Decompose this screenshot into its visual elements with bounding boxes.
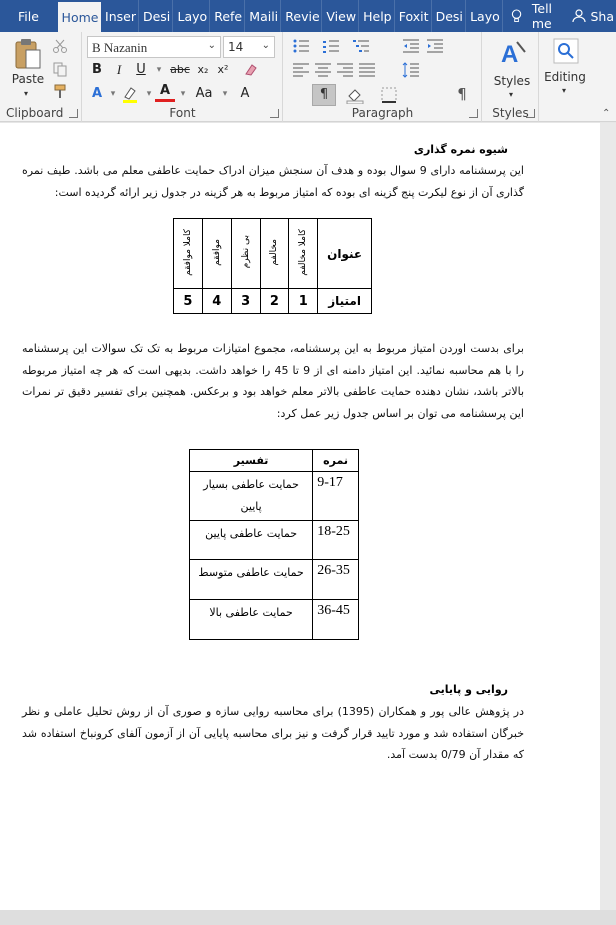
score-range-cell: 9-17 [313,472,359,521]
tab-label: View [326,8,357,24]
tab-label: Refe [214,8,243,24]
score-cell: 4 [202,289,231,314]
cut-icon[interactable] [52,38,68,54]
option-label: بی نظرم [240,235,251,269]
score-cell: 3 [231,289,260,314]
text-effects-dropdown[interactable] [103,84,123,104]
svg-text:A: A [501,41,519,68]
tab-label: Desi [142,8,171,24]
pilcrow-icon: ¶ [457,85,467,103]
superscript-icon: x² [217,63,229,76]
table-header-row [190,450,359,472]
status-bar [0,910,616,925]
option-label: مخالفم [269,238,280,266]
bold-button[interactable] [87,60,107,80]
table-row [174,219,372,289]
increase-indent-icon[interactable] [426,38,444,54]
styles-group [483,32,539,122]
score-column-header: نمره [313,450,359,472]
interpretation-cell: حمایت عاطفی پایین [190,521,313,560]
show-formatting-button[interactable] [452,84,472,104]
font-group [83,32,283,122]
tell-me-label: Tell me [531,1,553,31]
chevron-down-icon: ▾ [562,86,567,95]
borders-icon[interactable] [380,86,398,104]
clear-formatting-icon[interactable] [243,62,259,78]
section1-heading: شیوه نمره گذاری [413,143,508,156]
tab-insert[interactable] [101,0,139,32]
ribbon [0,32,616,122]
tab-layout[interactable] [173,0,210,32]
change-case-dropdown[interactable] [215,84,235,104]
tab-foxit[interactable] [395,0,432,32]
tab-label: Maili [249,8,279,24]
strikethrough-icon: abc [170,63,190,76]
tab-label: Layo [177,8,208,24]
interpretation-cell: حمایت عاطفی متوسط [190,560,313,600]
clipboard-launcher-icon[interactable] [69,109,78,118]
chevron-down-icon: ⌄ [261,40,270,51]
tab-table-design[interactable] [432,0,467,32]
underline-icon: U [136,62,146,77]
styles-icon [499,38,527,68]
chevron-down-icon: ▾ [110,89,116,99]
likert-table [173,218,372,314]
chevron-down-icon: ▾ [509,90,514,99]
styles-group-label: Styles [492,106,529,120]
section2-paragraph: برای بدست اوردن امتیاز مربوط به این پرسشنامه، مجموع امتیازات مربوط به تک تک سوالات این پرسشنامه را با هم محاسبه نمائید. این امتیاز دامنه ای از 9 تا 45 را خواهد داشت. بدیهی است که هر چه امتیاز مربوطه بالاتر باشد، نشان دهنده حمایت عاطفی بالاتر معلم خواهد بود و برعکس. همچنین برای تفسیر دقیق تر نمرات این پرسشنامه می توان بر اساس جدول زیر عمل کرد: [22,342,524,420]
paragraph-group-label: Paragraph [351,106,414,120]
editing-button[interactable] [540,36,590,100]
section3-paragraph: در پژوهش عالی پور و همکاران (1395) برای محاسبه روایی سازه و صوری آن از روش تحلیل عاملی و نظر خبرگان استفاده شد و مورد تایید قرار گرفت و نیز برای محاسبه پایایی آن از آزمون آلفای کرونباخ استفاده شد که مقدار آن 0/79 بدست آمد. [22,705,524,761]
justify-icon[interactable] [358,62,376,78]
shading-icon[interactable] [346,86,364,104]
document-page[interactable] [0,123,600,910]
italic-icon: I [116,62,122,77]
tab-label: Layo [470,8,500,24]
interpretation-cell: حمایت عاطفی بالا [190,600,313,640]
chevron-down-icon: ▾ [146,89,152,99]
paste-button[interactable] [6,34,50,100]
grow-font-button[interactable] [235,84,255,104]
font-name-value: B Nazanin [92,40,148,55]
magnifier-icon [553,38,579,64]
change-case-button[interactable] [191,84,217,104]
font-color-dropdown[interactable] [173,84,193,104]
tab-file[interactable] [0,0,58,32]
person-icon [572,9,586,23]
score-cell: 1 [289,289,318,314]
interpretation-column-header: تفسیر [190,450,313,472]
paragraph-launcher-icon[interactable] [469,109,478,118]
interpretation-cell: حمایت عاطفی بسیار پایین [190,472,313,521]
format-painter-icon[interactable] [52,83,68,99]
clipboard-icon [14,38,42,70]
subscript-button[interactable] [193,60,213,80]
chevron-down-icon: ▾ [156,65,162,75]
underline-dropdown[interactable] [149,60,169,80]
italic-button[interactable] [109,60,129,80]
numbering-icon[interactable] [322,38,340,54]
chevron-down-icon: ▾ [222,89,228,99]
tab-home[interactable] [58,2,102,32]
line-spacing-icon[interactable] [402,62,420,78]
tab-references[interactable] [210,0,245,32]
tab-label: Inser [105,8,136,24]
score-cell: 5 [174,289,203,314]
tab-label: Home [61,9,99,25]
font-size-value: 14 [228,40,244,54]
tab-label: Foxit [398,8,429,24]
tab-table-layout[interactable] [466,0,503,32]
align-left-icon[interactable] [292,62,310,78]
row-header-score: امتیاز [318,289,372,314]
section3-heading: روایی و پایایی [429,683,508,696]
option-label: موافقم [211,238,222,266]
table-cell [231,219,260,289]
multilevel-list-icon[interactable] [352,38,370,54]
bullets-icon[interactable] [292,38,310,54]
tab-design[interactable] [139,0,174,32]
tab-help[interactable] [359,0,395,32]
subscript-icon: x₂ [197,63,209,76]
tab-label: Revie [285,8,320,24]
bold-icon: B [92,62,102,77]
styles-button[interactable] [487,36,537,100]
align-center-icon[interactable] [314,62,332,78]
pilcrow-rtl-icon: ¶ [319,87,329,102]
vertical-scrollbar[interactable] [600,123,616,910]
paragraph-group [284,32,482,122]
clipboard-group-label: Clipboard [6,106,64,120]
option-label: کاملا موافقم [182,228,193,276]
font-size-combo[interactable] [223,36,275,58]
table-row [190,560,359,600]
strikethrough-button[interactable] [167,60,193,80]
grow-font-icon: A [240,86,250,101]
score-range-cell: 26-35 [313,560,359,600]
table-row [190,600,359,640]
font-launcher-icon[interactable] [270,109,279,118]
chevron-down-icon: ▾ [180,89,186,99]
table-row [190,472,359,521]
text-effects-icon: A [91,86,103,101]
table-cell [202,219,231,289]
interpretation-table [189,449,359,640]
table-row [190,521,359,560]
chevron-down-icon: ▾ [24,89,29,98]
table-cell [289,219,318,289]
ribbon-tab-bar [0,0,616,32]
tell-me-box[interactable] [503,1,573,31]
rtl-direction-button[interactable] [312,84,336,106]
tab-view[interactable] [322,0,359,32]
paste-label: Paste [11,72,45,86]
share-button[interactable] [572,9,616,24]
highlight-icon[interactable] [121,85,139,103]
score-range-cell: 36-45 [313,600,359,640]
clipboard-group [0,32,82,122]
font-group-label: Font [169,106,196,120]
chevron-down-icon: ⌄ [207,40,216,51]
tab-label: File [18,8,39,24]
editing-label: Editing [544,70,586,84]
score-cell: 2 [260,289,289,314]
tab-mailings[interactable] [245,0,281,32]
table-row [174,289,372,314]
font-color-button[interactable] [155,82,175,102]
option-label: کاملا مخالفم [298,228,309,276]
table-cell [174,219,203,289]
change-case-icon: Aa [195,86,213,101]
table-cell [260,219,289,289]
font-name-combo[interactable] [87,36,221,58]
font-color-icon: A [159,83,171,98]
styles-label: Styles [493,74,531,88]
score-range-cell: 18-25 [313,521,359,560]
section1-paragraph: این پرسشنامه دارای 9 سوال بوده و هدف آن سنجش میزان ادراک حمایت عاطفی معلم می باشد. طیف نمره گذاری آن از نوع لیکرت پنج گزینه ای بوده که امتیاز مربوط به هر گزینه در جدول زیر ارائه گردیده است: [22,164,524,199]
row-header-title: عنوان [318,219,372,289]
align-right-icon[interactable] [336,62,354,78]
decrease-indent-icon[interactable] [402,38,420,54]
share-label: Sha [590,8,614,24]
superscript-button[interactable] [213,60,233,80]
styles-launcher-icon[interactable] [526,109,535,118]
tab-label: Desi [435,8,463,24]
copy-icon[interactable] [52,61,68,77]
underline-button[interactable] [131,60,151,80]
tab-review[interactable] [281,0,322,32]
lightbulb-icon [511,8,522,24]
collapse-ribbon-icon[interactable]: ⌃ [602,108,611,119]
tab-label: Help [363,8,392,24]
